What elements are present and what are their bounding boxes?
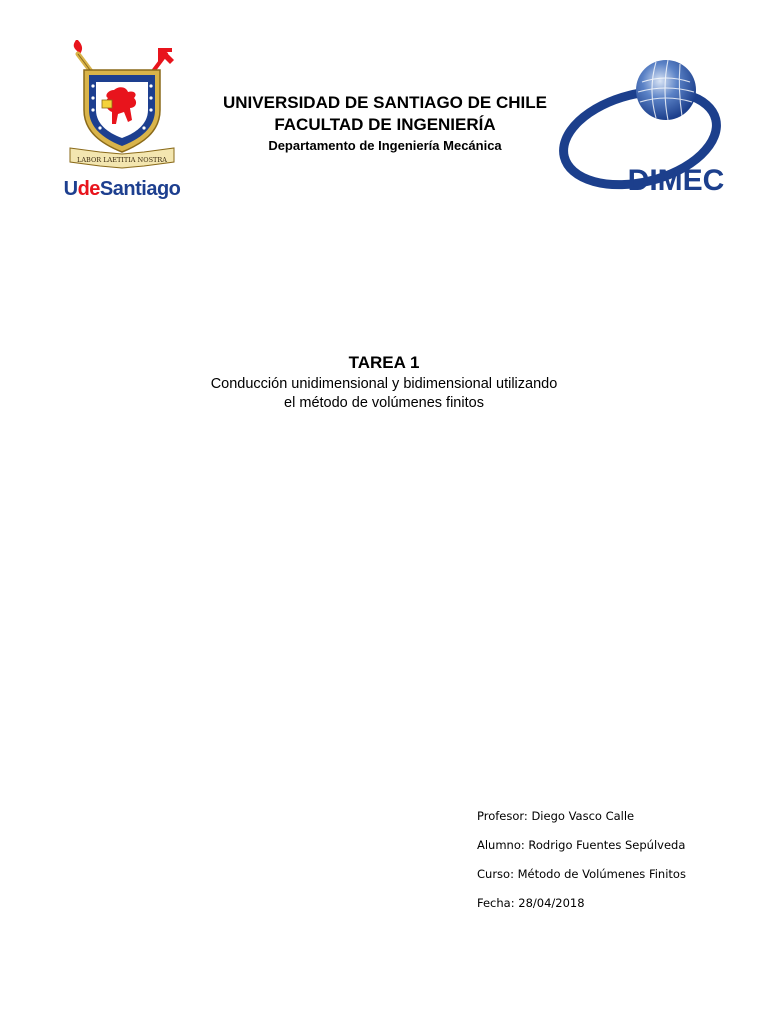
wordmark-u: U [63, 178, 78, 200]
task-subtitle-line-1: Conducción unidimensional y bidimensional utilizando [210, 376, 558, 392]
wordmark-santiago: Santiago [99, 178, 181, 200]
dimec-label: DIMEC [627, 164, 725, 197]
professor-line: Profesor: Diego Vasco Calle [477, 809, 635, 823]
dimec-globe-icon [556, 52, 736, 204]
faculty-name: FACULTAD DE INGENIERÍA [274, 115, 496, 134]
university-name: UNIVERSIDAD DE SANTIAGO DE CHILE [223, 93, 547, 112]
info-block [477, 808, 757, 924]
task-title: TAREA 1 [348, 353, 420, 372]
course-line: Curso: Método de Volúmenes Finitos [477, 867, 686, 881]
department-name: Departamento de Ingeniería Mecánica [268, 138, 502, 153]
wordmark-de: de [77, 178, 100, 200]
dimec-logo [556, 52, 736, 204]
header-text [200, 92, 570, 154]
udesantiago-logo [62, 40, 182, 212]
task-subtitle-line-2: el método de volúmenes finitos [284, 395, 484, 411]
shield-icon [84, 70, 160, 152]
date-line: Fecha: 28/04/2018 [477, 896, 585, 910]
udesantiago-wordmark [62, 178, 182, 201]
udesantiago-crest-icon [62, 40, 182, 176]
title-block [150, 352, 618, 412]
student-line: Alumno: Rodrigo Fuentes Sepúlveda [477, 838, 686, 852]
motto-text: LABOR LAETITIA NOSTRA [77, 156, 167, 164]
